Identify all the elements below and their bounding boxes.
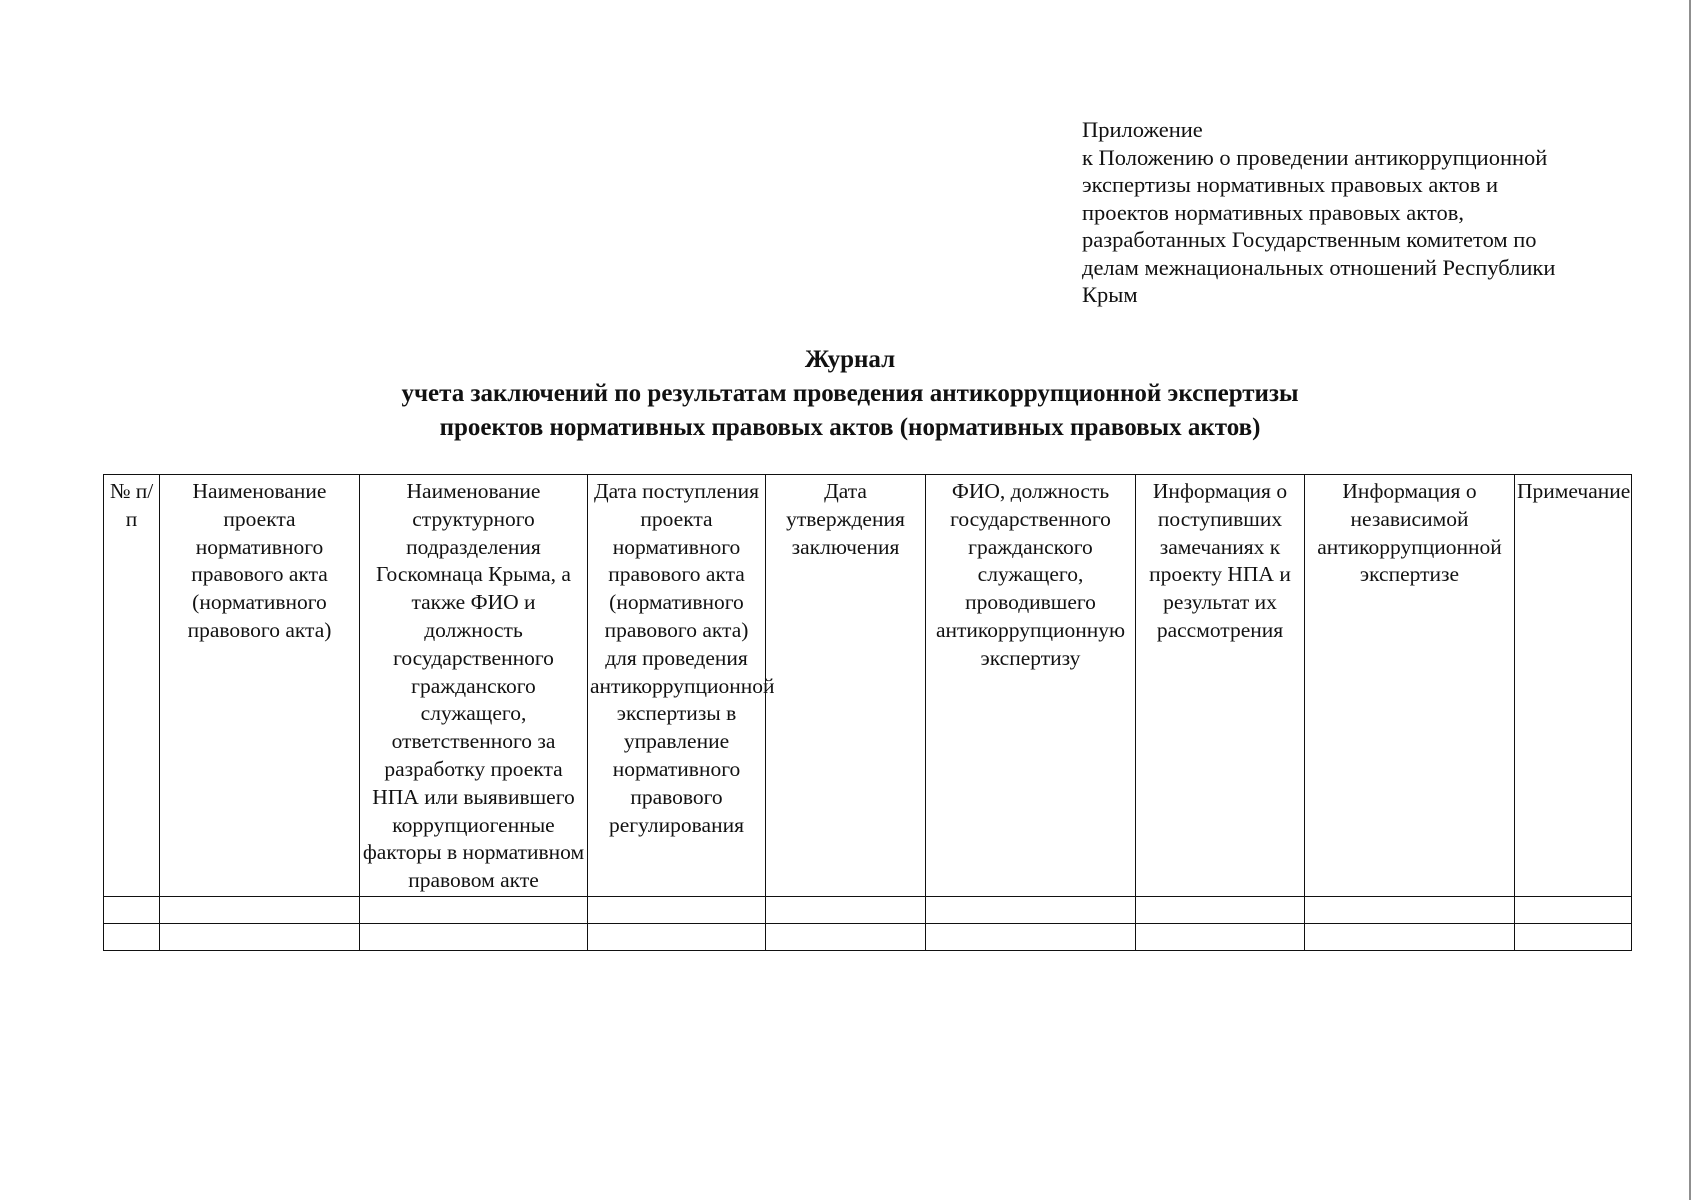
header-expert: ФИО, должность государственного гражданского служащего, проводившего антикоррупционную экспертизу [926, 475, 1136, 897]
appendix-line: проектов нормативных правовых актов, [1082, 199, 1464, 225]
document-title [240, 343, 1460, 445]
table-header-row [104, 475, 1632, 897]
table-cell [926, 896, 1136, 923]
appendix-line: Крым [1082, 282, 1138, 307]
table-cell [1515, 896, 1632, 923]
header-receipt-date: Дата поступления проекта нормативного правового акта (нормативного правового акта) для проведения антикоррупционной экспертизы в управление нормативного правового регулирования [588, 475, 766, 897]
table-row [104, 923, 1632, 950]
appendix-note [1082, 116, 1642, 309]
table-cell [1136, 896, 1305, 923]
table-cell [1305, 923, 1515, 950]
header-approval-date: Дата утверждения заключения [766, 475, 926, 897]
header-department: Наименование структурного подразделения Госкомнаца Крыма, а также ФИО и должность государственного гражданского служащего, ответственного за разработку проекта НПА или выявившего коррупциогенные факторы в нормативном правовом акте [360, 475, 588, 897]
table-cell [160, 923, 360, 950]
journal-table [103, 474, 1632, 951]
header-number: № п/п [104, 475, 160, 897]
scan-edge-line [1689, 0, 1691, 1200]
table-cell [1305, 896, 1515, 923]
table-cell [926, 923, 1136, 950]
appendix-line: делам межнациональных отношений Республики [1082, 254, 1556, 280]
title-line-1: Журнал [804, 346, 896, 373]
table-cell [360, 896, 588, 923]
appendix-line: разработанных Государственным комитетом по [1082, 227, 1537, 252]
table-cell [766, 923, 926, 950]
appendix-line: экспертизы нормативных правовых актов и [1082, 172, 1499, 197]
table-cell [588, 923, 766, 950]
table-cell [1515, 923, 1632, 950]
header-act-name: Наименование проекта нормативного правового акта (нормативного правового акта) [160, 475, 360, 897]
header-note: Примечание [1515, 475, 1632, 897]
header-independent-expertise: Информация о независимой антикоррупционной экспертизе [1305, 475, 1515, 897]
table-cell [588, 896, 766, 923]
appendix-line: к Положению о проведении антикоррупционной [1082, 144, 1548, 170]
table-cell [160, 896, 360, 923]
table-cell [104, 923, 160, 950]
title-line-2: учета заключений по результатам проведения антикоррупционной экспертизы [401, 380, 1299, 407]
table-cell [104, 896, 160, 923]
table-cell [1136, 923, 1305, 950]
appendix-line: Приложение [1082, 117, 1203, 142]
header-remarks-info: Информация о поступивших замечаниях к проекту НПА и результат их рассмотрения [1136, 475, 1305, 897]
table-cell [766, 896, 926, 923]
table-row [104, 896, 1632, 923]
title-line-3: проектов нормативных правовых актов (нормативных правовых актов) [439, 414, 1261, 441]
table-cell [360, 923, 588, 950]
